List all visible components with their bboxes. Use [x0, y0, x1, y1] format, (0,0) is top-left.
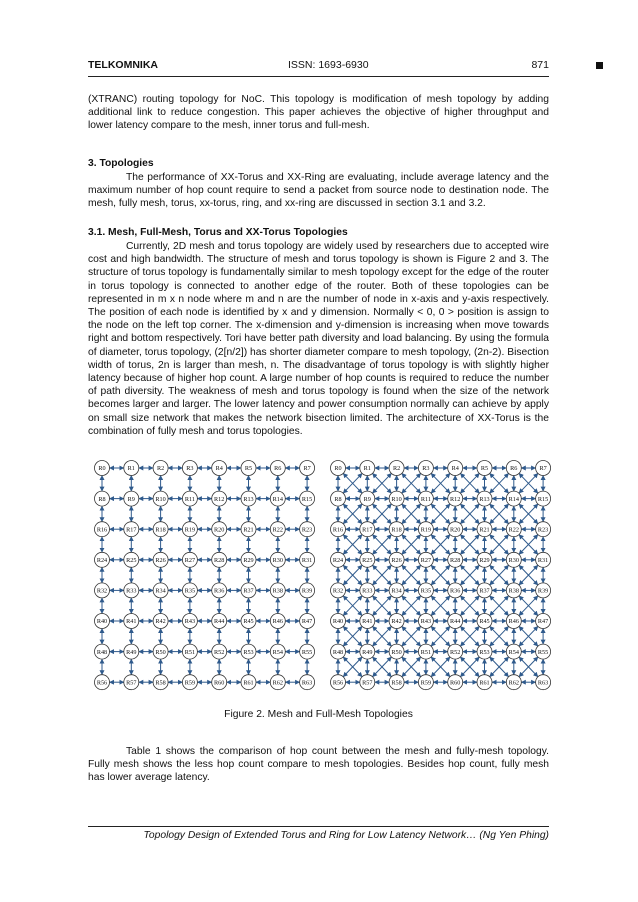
router-label: R63 [301, 679, 313, 687]
router-label: R6 [510, 465, 518, 473]
router-label: R52 [450, 648, 461, 656]
router-label: R45 [243, 618, 254, 626]
router-label: R44 [450, 618, 461, 626]
router-label: R52 [214, 648, 225, 656]
router-label: R33 [126, 587, 137, 595]
router-label: R14 [272, 495, 283, 503]
router-label: R24 [96, 557, 108, 564]
router-label: R58 [391, 679, 402, 687]
page-footer: Topology Design of Extended Torus and Ring for Low Latency Network… (Ng Yen Phing) [143, 830, 549, 841]
issn: ISSN: 1693-6930 [288, 59, 369, 71]
router-label: R34 [155, 587, 166, 595]
router-label: R22 [508, 526, 519, 534]
router-label: R37 [243, 587, 254, 595]
router-label: R31 [301, 557, 313, 564]
router-label: R29 [479, 557, 490, 564]
router-label: R59 [420, 679, 432, 687]
router-label: R53 [243, 648, 254, 656]
router-label: R42 [155, 618, 166, 626]
router-label: R13 [479, 495, 490, 503]
router-label: R43 [420, 618, 432, 626]
router-label: R2 [156, 465, 165, 473]
router-label: R7 [303, 465, 311, 473]
router-label: R12 [214, 495, 225, 503]
router-label: R20 [214, 526, 225, 534]
router-label: R0 [98, 465, 106, 473]
router-label: R39 [301, 587, 313, 595]
router-label: R18 [391, 526, 402, 534]
router-label: R11 [420, 495, 431, 503]
router-label: R35 [184, 587, 196, 595]
router-label: R41 [362, 618, 373, 626]
router-label: R40 [332, 618, 344, 626]
router-label: R48 [332, 648, 344, 656]
router-label: R0 [334, 465, 342, 473]
router-label: R36 [214, 587, 225, 595]
page-number: 871 [531, 59, 549, 71]
router-label: R47 [537, 618, 549, 626]
figure-caption: Figure 2. Mesh and Full-Mesh Topologies [224, 709, 413, 720]
router-label: R57 [126, 679, 137, 687]
router-label: R18 [155, 526, 166, 534]
router-label: R1 [127, 465, 135, 473]
router-label: R30 [272, 557, 283, 564]
router-label: R11 [184, 495, 195, 503]
router-label: R6 [274, 465, 282, 473]
router-label: R15 [537, 495, 549, 503]
router-label: R51 [184, 648, 196, 656]
page-header [88, 56, 549, 77]
router-label: R60 [450, 679, 461, 687]
router-label: R38 [272, 587, 283, 595]
router-label: R44 [214, 618, 225, 626]
router-label: R24 [332, 557, 344, 564]
router-label: R23 [301, 526, 313, 534]
router-label: R12 [450, 495, 461, 503]
router-label: R19 [420, 526, 432, 534]
section-3-heading: 3. Topologies [88, 158, 154, 169]
topology-figure [88, 455, 554, 697]
router-label: R14 [508, 495, 519, 503]
router-label: R23 [537, 526, 549, 534]
router-label: R9 [363, 495, 371, 503]
router-label: R21 [243, 526, 254, 534]
router-label: R8 [334, 495, 342, 503]
router-label: R42 [391, 618, 402, 626]
router-label: R28 [450, 557, 461, 564]
router-label: R3 [186, 465, 194, 473]
section-3-1-paragraph: Currently, 2D mesh and torus topology are widely used by researchers due to accepted wire cost and high bandwidth. The structure of mesh and torus topology is shown is Figure 2 and 3. The structure of torus topology is fundamentally similar to mesh topology except for the edge of the router in torus topology is connected to another edge of the router. Both of these topologies can be represented in m x n node where m and n are the number of node in x-axis and y-axis respectively. The position of each node is identified by x and y dimension. Normally < 0, 0 > position is assign to the node on the left top corner. The x-dimension and y-dimension is increasing when move towards right and bottom respectively. Tori have better path diversity and load balancing. By using the formula of diameter, torus topology, (2[n/2]) has shorter diameter compare to mesh topology, (2n-2). Bisection width of torus, 2n is larger than mesh, n. The disadvantage of torus topology is with slightly higher latency because of higher hop count. A large number of hop counts is required to reduce the number of path diversity. The weakness of mesh and torus topology is found when the size of the network becomes larger and larger. The lower latency and power consumption normally can achieve by apply on small size network that makes the network bisection limited. The architecture of XX-Torus is the combination of fully mesh and torus topologies. [88, 241, 549, 437]
router-label: R26 [391, 557, 402, 564]
router-label: R55 [301, 648, 313, 656]
router-label: R60 [214, 679, 225, 687]
router-label: R30 [508, 557, 519, 564]
router-label: R27 [184, 557, 196, 564]
router-label: R55 [537, 648, 549, 656]
router-label: R58 [155, 679, 166, 687]
router-label: R4 [451, 465, 459, 473]
router-label: R8 [98, 495, 106, 503]
router-label: R41 [126, 618, 137, 626]
router-label: R28 [214, 557, 225, 564]
router-label: R26 [155, 557, 166, 564]
router-label: R10 [391, 495, 402, 503]
router-label: R59 [184, 679, 196, 687]
router-label: R22 [272, 526, 283, 534]
router-label: R16 [96, 526, 108, 534]
router-label: R1 [363, 465, 371, 473]
router-label: R3 [422, 465, 430, 473]
section-3-1-heading: 3.1. Mesh, Full-Mesh, Torus and XX-Torus Topologies [88, 227, 348, 238]
table-reference-paragraph: Table 1 shows the comparison of hop count between the mesh and fully-mesh topology. Fully mesh shows the less hop count compare to mesh topologies. Besides hop count, fully mesh has lower average latency. [88, 746, 549, 784]
router-label: R17 [126, 526, 137, 534]
router-label: R47 [301, 618, 313, 626]
router-label: R49 [362, 648, 373, 656]
router-label: R50 [391, 648, 402, 656]
router-label: R27 [420, 557, 432, 564]
router-label: R54 [508, 648, 519, 656]
router-label: R5 [480, 465, 489, 473]
router-label: R45 [479, 618, 490, 626]
router-label: R37 [479, 587, 490, 595]
router-label: R38 [508, 587, 519, 595]
router-label: R16 [332, 526, 344, 534]
router-label: R31 [537, 557, 549, 564]
router-label: R56 [332, 679, 344, 687]
router-label: R46 [272, 618, 283, 626]
router-label: R9 [127, 495, 135, 503]
router-label: R36 [450, 587, 461, 595]
router-label: R7 [539, 465, 547, 473]
router-label: R43 [184, 618, 196, 626]
router-label: R10 [155, 495, 166, 503]
router-label: R13 [243, 495, 254, 503]
router-label: R21 [479, 526, 490, 534]
router-label: R50 [155, 648, 166, 656]
router-label: R51 [420, 648, 432, 656]
router-label: R19 [184, 526, 196, 534]
router-label: R49 [126, 648, 137, 656]
router-label: R57 [362, 679, 373, 687]
router-label: R25 [126, 557, 137, 564]
journal-name: TELKOMNIKA [88, 59, 158, 71]
router-label: R62 [272, 679, 283, 687]
router-label: R39 [537, 587, 549, 595]
router-label: R17 [362, 526, 373, 534]
router-label: R40 [96, 618, 108, 626]
footer-rule [88, 826, 549, 827]
router-label: R61 [479, 679, 490, 687]
router-label: R2 [392, 465, 401, 473]
square-bullet-icon [596, 62, 603, 69]
router-label: R46 [508, 618, 519, 626]
mesh-topology-panel [95, 461, 315, 690]
router-label: R32 [96, 587, 108, 595]
figure-2 [88, 455, 554, 697]
router-label: R61 [243, 679, 254, 687]
router-label: R63 [537, 679, 549, 687]
router-label: R32 [332, 587, 344, 595]
router-label: R54 [272, 648, 283, 656]
router-label: R5 [244, 465, 253, 473]
router-label: R56 [96, 679, 108, 687]
router-label: R29 [243, 557, 254, 564]
intro-paragraph: (XTRANC) routing topology for NoC. This topology is modification of mesh topology by adding additional link to reduce congestion. This paper achieves the objective of higher throughput and lower latency compare to the mesh, inner torus and full-mesh. [88, 94, 549, 132]
router-label: R4 [215, 465, 223, 473]
router-label: R15 [301, 495, 313, 503]
router-label: R35 [420, 587, 432, 595]
section-3-paragraph: The performance of XX-Torus and XX-Ring are evaluating, include average latency and the maximum number of hop count require to send a packet from source node to destination node. The mesh, fully mesh, torus, xx-torus, ring, and xx-ring are discussed in section 3.1 and 3.2. [88, 172, 549, 210]
router-label: R48 [96, 648, 108, 656]
router-label: R20 [450, 526, 461, 534]
full-mesh-topology-panel [331, 461, 551, 690]
router-label: R25 [362, 557, 373, 564]
router-label: R33 [362, 587, 373, 595]
router-label: R34 [391, 587, 402, 595]
router-label: R62 [508, 679, 519, 687]
router-label: R53 [479, 648, 490, 656]
